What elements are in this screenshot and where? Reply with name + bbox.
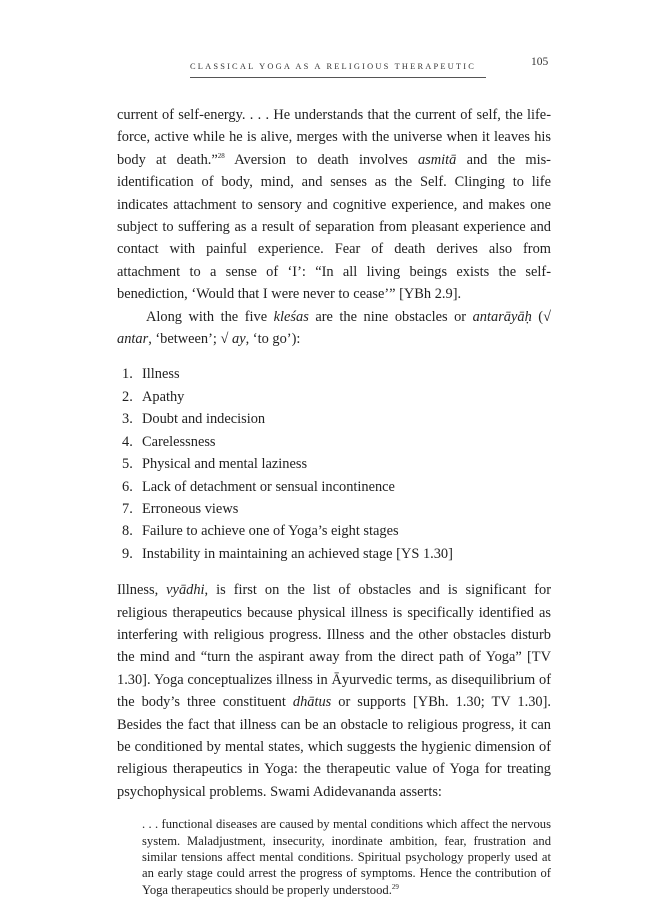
list-item-number: 9. bbox=[122, 545, 133, 562]
paragraph-2 bbox=[117, 306, 551, 351]
list-item-text: Lack of detachment or sensual incontinence bbox=[142, 478, 395, 495]
p1-text-a: current of self-energy. . . . He understands that the current of self, the life-force, active while he is alive, merges with the universe when it leaves his body at death.” bbox=[117, 107, 551, 168]
p2-text-a: Along with the five bbox=[146, 308, 274, 325]
running-head-container bbox=[190, 56, 486, 78]
list-item bbox=[117, 543, 551, 565]
list-item-text: Doubt and indecision bbox=[142, 411, 266, 428]
quote-text: . . . functional diseases are caused by mental conditions which affect the nervous system. Maladjustment, insecurity, inordinate ambition, fear, frustration and similar tensions affect mental conditions. Spiritual psychology properly used at an early stage could arrest the progress of symptoms. Hence the contribution of Yoga therapeutics should be properly understood. bbox=[142, 817, 551, 897]
list-item bbox=[117, 476, 551, 498]
list-item-number: 5. bbox=[122, 456, 133, 473]
term-dhatus: dhātus bbox=[292, 694, 332, 711]
page-body bbox=[117, 104, 551, 898]
list-item-text: Erroneous views bbox=[142, 500, 239, 517]
p2-text-d: , ‘between’; √ bbox=[148, 331, 233, 348]
list-item bbox=[117, 453, 551, 475]
term-antarayah: antarāyāḥ bbox=[472, 308, 532, 325]
p1-text-c: and the mis-identification of body, mind, and senses as the Self. Clinging to life indicates attachment to sensory and cognitive experience, and makes one subject to suffering as a result of separation from pleasant experience and contact with painful experience. Fear of death derives also from attachment to a sense of ‘I’: “In all living beings exists the self-benediction, ‘Would that I were never to cease’” [YBh 2.9]. bbox=[117, 151, 551, 303]
obstacles-list bbox=[117, 363, 551, 565]
list-item-text: Failure to achieve one of Yoga’s eight stages bbox=[142, 523, 399, 540]
paragraph-3 bbox=[117, 579, 551, 803]
list-item bbox=[117, 408, 551, 430]
list-item-number: 1. bbox=[122, 366, 133, 383]
list-item-number: 7. bbox=[122, 500, 133, 517]
term-klesas: kleśas bbox=[273, 308, 309, 325]
term-vyadhi: vyādhi bbox=[166, 582, 205, 599]
list-item-number: 8. bbox=[122, 523, 133, 540]
list-item-number: 4. bbox=[122, 433, 133, 450]
list-item-text: Physical and mental laziness bbox=[142, 456, 308, 473]
list-item-number: 2. bbox=[122, 388, 133, 405]
p2-text-e: , ‘to go’): bbox=[245, 331, 301, 348]
p3-text-c: or supports [YBh. 1.30; TV 1.30]. Besides the fact that illness can be an obstacle to religious progress, it can be conditioned by mental states, which suggests the hygienic dimension of religious therapeutics in Yoga: the therapeutic value of Yoga for treating psychophysical problems. Swami Adidevananda asserts: bbox=[117, 694, 552, 800]
p2-text-c: (√ bbox=[531, 308, 551, 325]
list-item bbox=[117, 363, 551, 385]
running-head: CLASSICAL YOGA AS A RELIGIOUS THERAPEUTIC bbox=[190, 62, 477, 71]
list-item bbox=[117, 386, 551, 408]
term-asmita: asmitā bbox=[417, 151, 457, 168]
list-item-text: Instability in maintaining an achieved stage [YS 1.30] bbox=[142, 545, 453, 562]
term-ay: ay bbox=[232, 331, 246, 348]
p2-text-b: are the nine obstacles or bbox=[308, 308, 473, 325]
list-item bbox=[117, 520, 551, 542]
footnote-ref-29: 29 bbox=[391, 882, 399, 891]
p3-text-a: Illness, bbox=[117, 582, 167, 599]
list-item-number: 6. bbox=[122, 478, 133, 495]
list-item bbox=[117, 498, 551, 520]
paragraph-1 bbox=[117, 104, 551, 306]
term-antar: antar bbox=[117, 331, 149, 348]
list-item bbox=[117, 431, 551, 453]
p1-text-b: Aversion to death involves bbox=[224, 151, 418, 168]
list-item-text: Illness bbox=[142, 366, 180, 383]
footnote-ref-28: 28 bbox=[217, 152, 225, 161]
list-item-text: Carelessness bbox=[142, 433, 216, 450]
block-quote bbox=[142, 816, 551, 898]
list-item-number: 3. bbox=[122, 411, 133, 428]
page-number: 105 bbox=[531, 56, 549, 68]
p3-text-b: , is first on the list of obstacles and is significant for religious therapeutics because physical illness is specifically identified as interfering with religious progress. Illness and the other obstacles disturb the mind and “turn the aspirant away from the direct path of Yoga” [TV 1.30]. Yoga conceptualizes illness in Āyurvedic terms, as disequilibrium of the body’s three constituent bbox=[117, 582, 551, 711]
list-item-text: Apathy bbox=[142, 388, 185, 405]
